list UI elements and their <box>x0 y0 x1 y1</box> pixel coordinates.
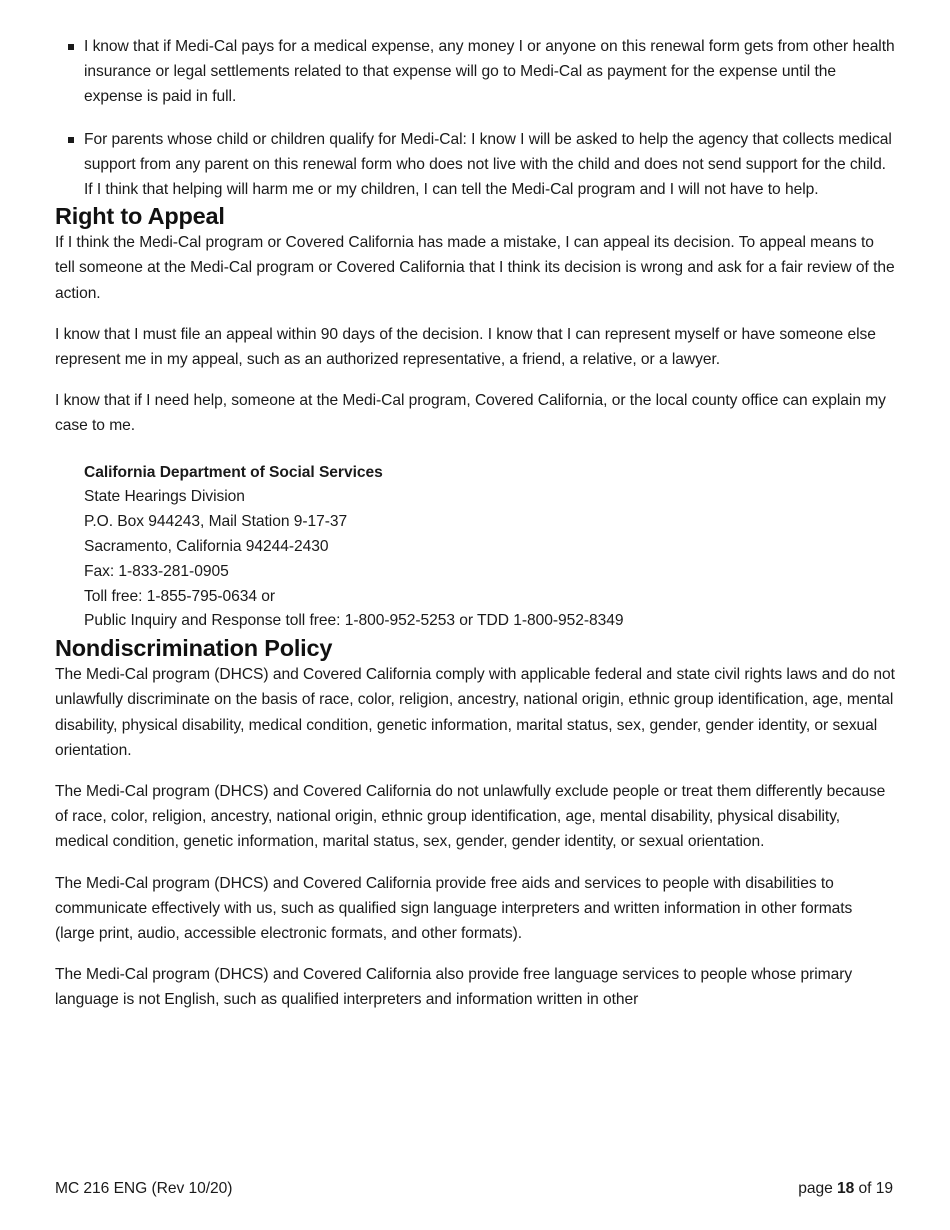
address-line-agency: California Department of Social Services <box>84 463 383 481</box>
list-item <box>55 34 895 110</box>
nondiscrimination-paragraph: The Medi-Cal program (DHCS) and Covered California provide free aids and services to people with disabilities to communicate effectively with us, such as qualified sign language interpreters and written information in other formats (large print, audio, accessible electronic formats, and other formats). <box>55 874 853 943</box>
state-hearings-address-block <box>84 461 895 635</box>
nondiscrimination-paragraph: The Medi-Cal program (DHCS) and Covered California do not unlawfully exclude people or treat them differently because of race, color, religion, ancestry, national origin, ethnic group identification, age, mental disability, physical disability, medical condition, genetic information, marital status, sex, gender, gender identity, or sexual orientation. <box>55 783 886 851</box>
bullet-text: I know that if Medi-Cal pays for a medical expense, any money I or anyone on this renewal form gets from other health insurance or legal settlements related to that expense will go to Medi-Cal as payment for the expense until the expense is paid in full. <box>84 38 895 106</box>
address-line-fax: Fax: 1-833-281-0905 <box>84 562 229 580</box>
page-of-word: of <box>858 1180 872 1197</box>
address-line-toll-free: Toll free: 1-855-795-0634 or <box>84 587 276 605</box>
page-content <box>55 34 895 1013</box>
nondiscrimination-paragraph: The Medi-Cal program (DHCS) and Covered California comply with applicable federal and state civil rights laws and do not unlawfully discriminate on the basis of race, color, religion, ancestry, national origin, ethnic group identification, age, mental disability, physical disability, medical condition, genetic information, marital status, sex, gender, gender identity, or sexual orientation. <box>55 666 895 759</box>
address-line-public-inquiry: Public Inquiry and Response toll free: 1-800-952-5253 or TDD 1-800-952-8349 <box>84 612 624 630</box>
address-line-city-state-zip: Sacramento, California 94244-2430 <box>84 538 329 556</box>
total-page-number: 19 <box>875 1180 893 1197</box>
square-bullet-icon <box>68 137 74 143</box>
nondiscrimination-paragraph: The Medi-Cal program (DHCS) and Covered California also provide free language services to people whose primary language is not English, such as qualified interpreters and information written in other <box>55 966 853 1009</box>
address-line-division: State Hearings Division <box>84 488 245 506</box>
appeal-paragraph: If I think the Medi-Cal program or Covered California has made a mistake, I can appeal its decision. To appeal means to tell someone at the Medi-Cal program or Covered California that I think its decision is wrong and ask for a fair review of the action. <box>55 234 895 302</box>
appeal-paragraph: I know that if I need help, someone at the Medi-Cal program, Covered California, or the local county office can explain my case to me. <box>55 392 886 435</box>
square-bullet-icon <box>68 44 74 50</box>
bullet-text: For parents whose child or children qualify for Medi-Cal: I know I will be asked to help the agency that collects medical support from any parent on this renewal form who does not live with the child and does not send support for the child. If I think that helping will harm me or my children, I can tell the Medi-Cal program and I will not have to help. <box>84 130 892 199</box>
page-word: page <box>798 1180 833 1197</box>
section-heading-nondiscrimination-policy: Nondiscrimination Policy <box>55 635 333 662</box>
page-footer <box>55 1178 893 1200</box>
appeal-paragraph: I know that I must file an appeal within 90 days of the decision. I know that I can represent myself or have someone else represent me in my appeal, such as an authorized representative, a friend, a relative, or a lawyer. <box>55 325 876 369</box>
rights-bullet-list <box>55 34 895 202</box>
address-line-po-box: P.O. Box 944243, Mail Station 9-17-37 <box>84 513 348 531</box>
form-id-label: MC 216 ENG (Rev 10/20) <box>55 1180 233 1197</box>
section-heading-right-to-appeal: Right to Appeal <box>55 203 225 230</box>
page-number-label <box>798 1178 893 1200</box>
list-item <box>55 127 895 203</box>
current-page-number: 18 <box>837 1180 855 1197</box>
